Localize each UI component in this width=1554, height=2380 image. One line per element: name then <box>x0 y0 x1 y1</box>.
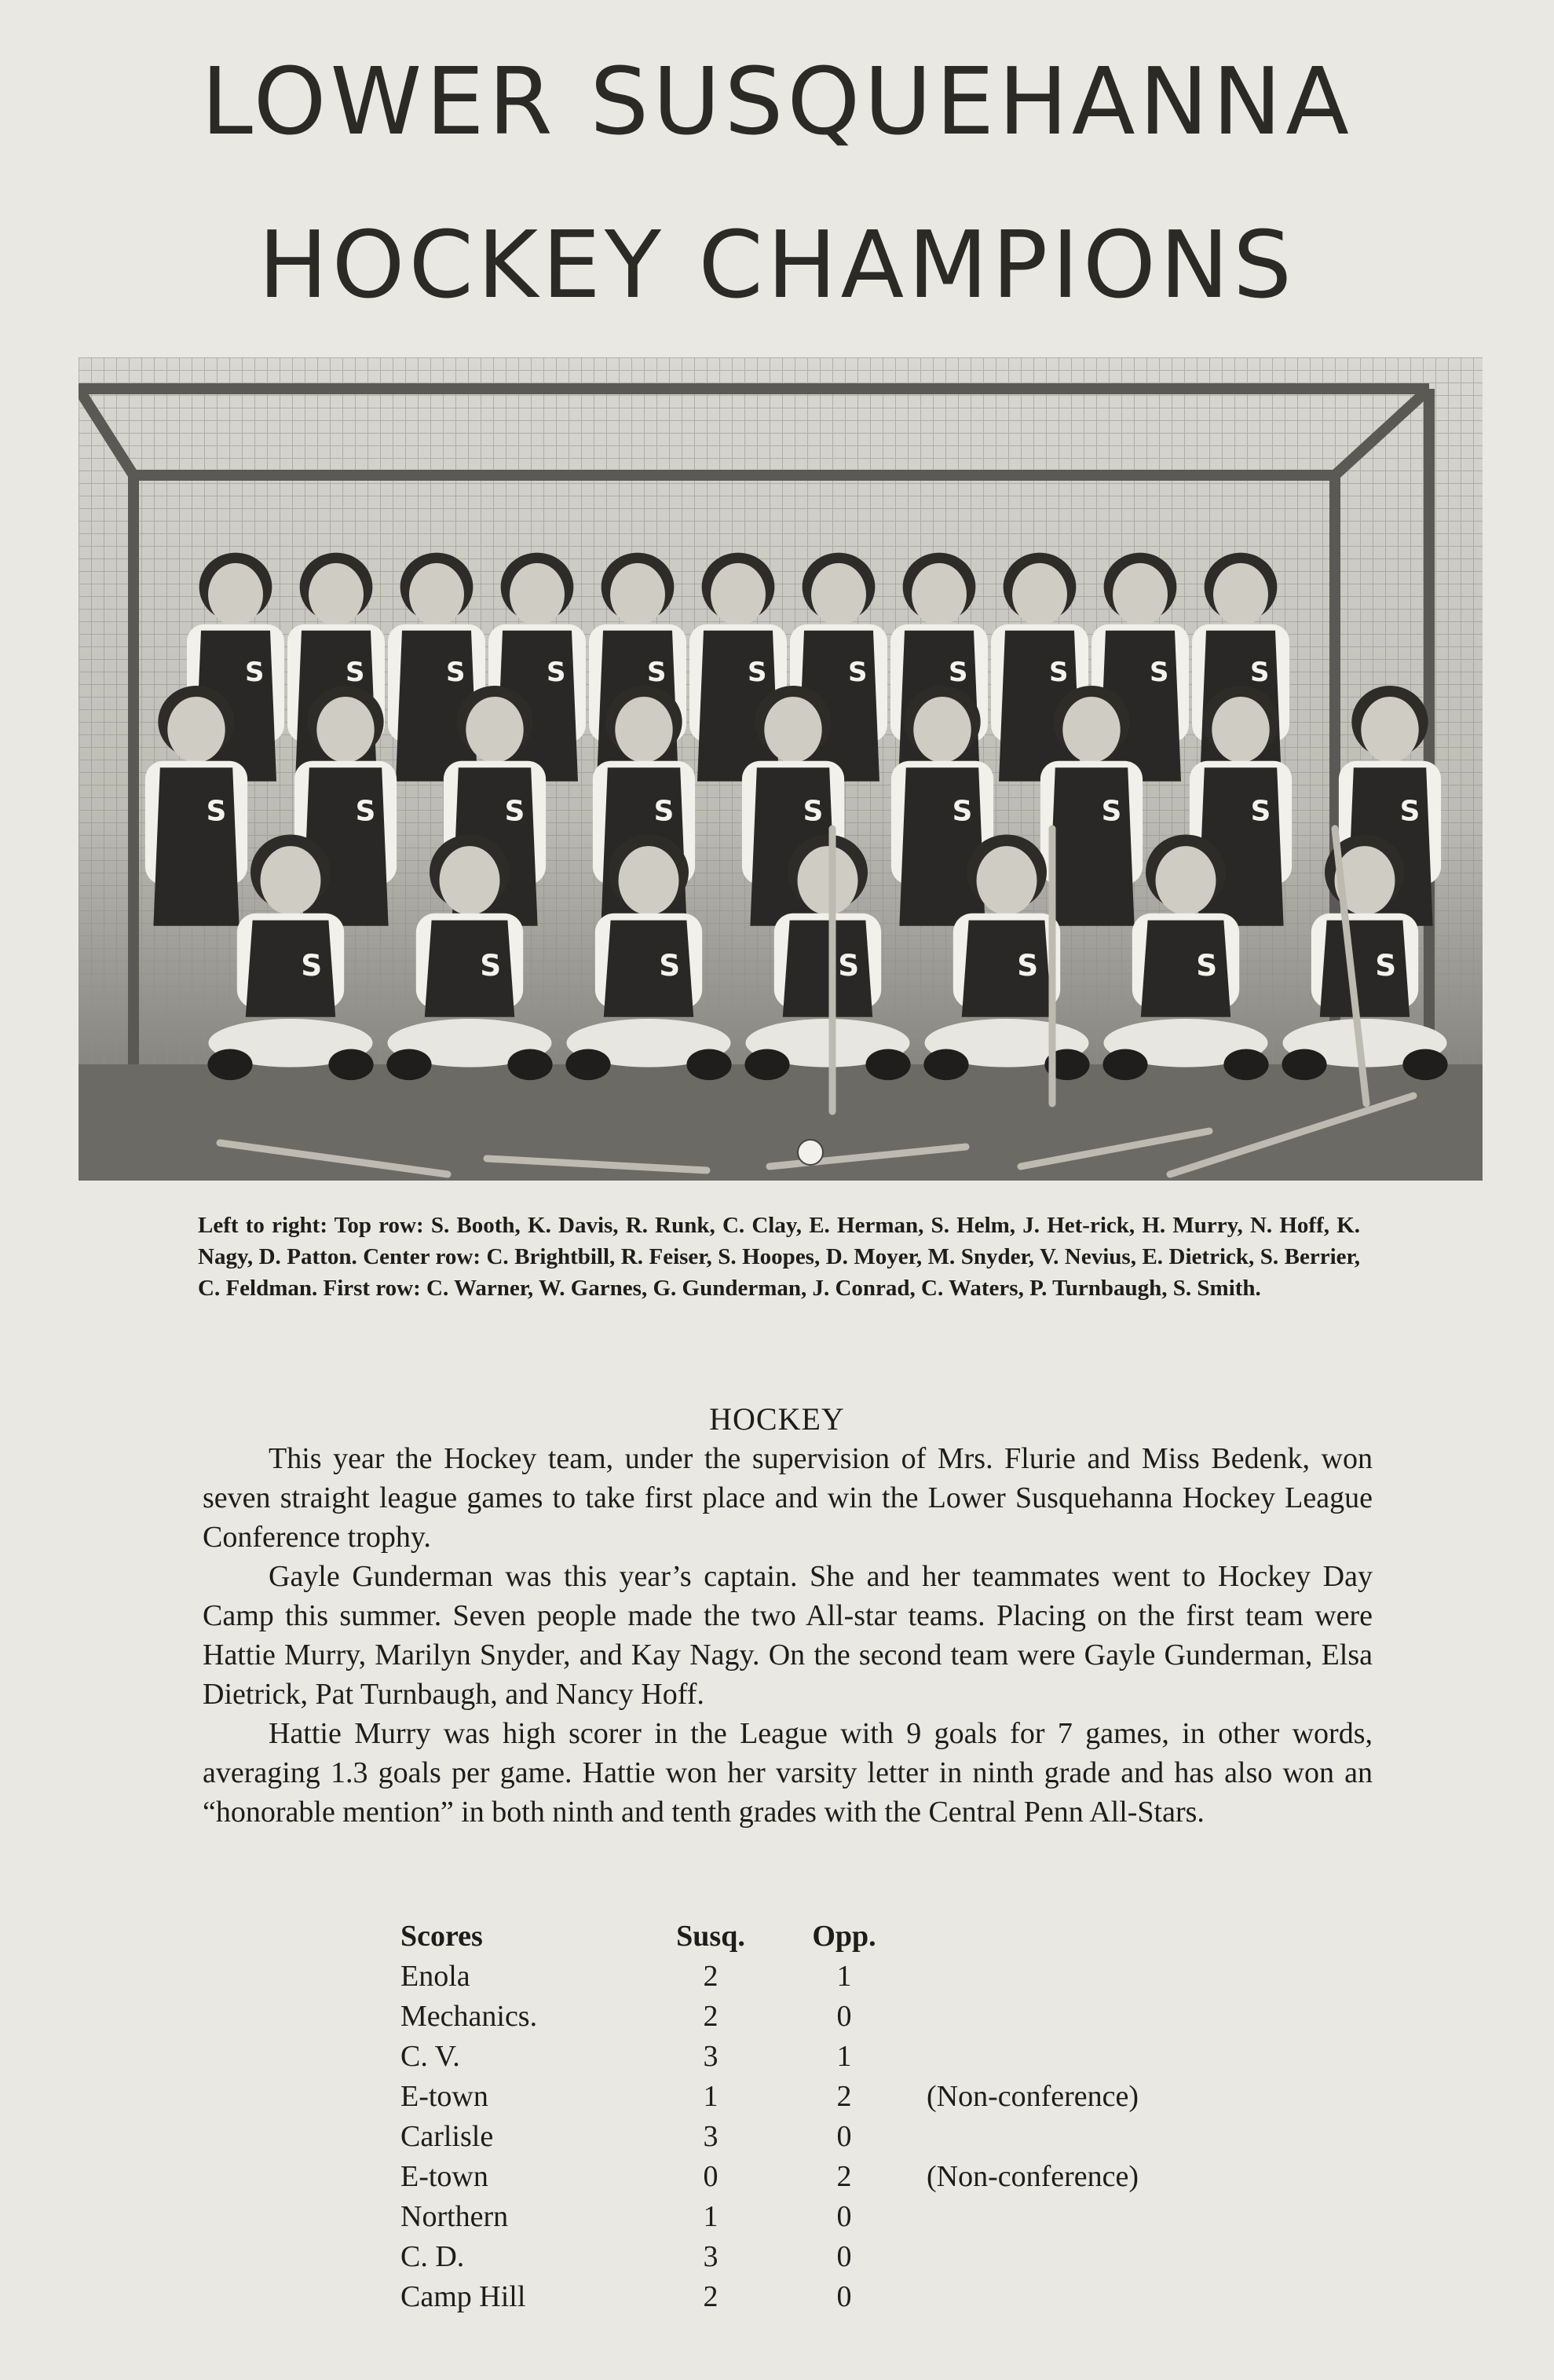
game-note <box>903 2277 1241 2317</box>
game-note <box>903 1957 1241 1997</box>
opp-score: 0 <box>836 2240 852 2273</box>
game-note <box>903 2037 1241 2077</box>
opponent-name: Carlisle <box>400 2120 494 2153</box>
opp-score: 0 <box>836 2200 852 2233</box>
hockey-ball <box>798 1140 823 1165</box>
article-paragraph: This year the Hockey team, under the supervision of Mrs. Flurie and Miss Bedenk, won seven straight league games to take first place and win the Lower Susquehanna Hockey League Conference trophy. <box>203 1442 1373 1554</box>
team-photo-illustration <box>79 357 1483 1181</box>
svg-text:S: S <box>1250 795 1271 828</box>
opponent-name: E-town <box>400 2080 488 2113</box>
article-body <box>203 1439 1373 1832</box>
scores-rows <box>400 1957 1264 2317</box>
svg-text:S: S <box>1375 947 1397 983</box>
svg-text:S: S <box>355 795 376 828</box>
table-row <box>400 2197 1264 2237</box>
svg-text:S: S <box>206 795 227 828</box>
svg-text:S: S <box>949 656 968 688</box>
opponent-name: E-town <box>400 2160 488 2193</box>
opp-score: 0 <box>836 2280 852 2313</box>
header-susq: Susq. <box>676 1920 745 1953</box>
svg-text:S: S <box>803 795 824 828</box>
article-heading: HOCKEY <box>709 1401 845 1437</box>
svg-text:S: S <box>1399 795 1421 828</box>
article-paragraph: Hattie Murry was high scorer in the League with 9 goals for 7 games, in other words, averaging 1.3 goals per game. Hattie won her varsity letter in ninth grade and has also won an “honorable mention” in both ninth and tenth grades with the Central Penn All-Stars. <box>203 1717 1373 1829</box>
susq-score: 0 <box>703 2160 718 2193</box>
opponent-name: C. V. <box>400 2040 460 2073</box>
game-note <box>903 1997 1241 2037</box>
susq-score: 1 <box>703 2200 718 2233</box>
table-row <box>400 2077 1264 2117</box>
game-note <box>903 2237 1241 2277</box>
svg-text:S: S <box>1049 656 1069 688</box>
susq-score: 3 <box>703 2040 718 2073</box>
svg-text:S: S <box>480 947 502 983</box>
opp-score: 1 <box>836 1960 852 1993</box>
opp-score: 0 <box>836 2000 852 2033</box>
opp-score: 0 <box>836 2120 852 2153</box>
svg-text:S: S <box>653 795 675 828</box>
svg-text:S: S <box>848 656 868 688</box>
opponent-name: Camp Hill <box>400 2280 526 2313</box>
svg-text:S: S <box>346 656 365 688</box>
header-note <box>903 1917 1241 1957</box>
svg-text:S: S <box>1101 795 1122 828</box>
svg-text:S: S <box>301 947 323 983</box>
table-row <box>400 2037 1264 2077</box>
game-note: (Non-conference) <box>927 2160 1139 2193</box>
table-row <box>400 2117 1264 2157</box>
svg-text:S: S <box>504 795 525 828</box>
game-note <box>903 2197 1241 2237</box>
table-row <box>400 2157 1264 2197</box>
svg-text:S: S <box>1017 947 1039 983</box>
susq-score: 3 <box>703 2240 718 2273</box>
team-photo <box>79 357 1483 1181</box>
svg-text:S: S <box>1250 656 1270 688</box>
svg-text:S: S <box>245 656 265 688</box>
table-row <box>400 1997 1264 2037</box>
svg-text:S: S <box>647 656 667 688</box>
article-paragraph: Gayle Gunderman was this year’s captain. She and her teammates went to Hockey Day Camp this summer. Seven people made the two All-star teams. Placing on the first team were Hattie Murry, Marilyn Snyder, and Kay Nagy. On the second team were Gayle Gunderman, Elsa Dietrick, Pat Turnbaugh, and Nancy Hoff. <box>203 1560 1373 1711</box>
svg-text:S: S <box>547 656 566 688</box>
susq-score: 3 <box>703 2120 718 2153</box>
opponent-name: Northern <box>400 2200 509 2233</box>
svg-text:S: S <box>446 656 466 688</box>
svg-text:S: S <box>1150 656 1169 688</box>
susq-score: 2 <box>703 2280 718 2313</box>
opponent-name: Enola <box>400 1960 470 1993</box>
player <box>145 686 247 926</box>
svg-text:S: S <box>1196 947 1218 983</box>
opp-score: 1 <box>836 2040 852 2073</box>
opp-score: 2 <box>836 2160 852 2193</box>
table-row <box>400 1957 1264 1997</box>
table-row <box>400 2237 1264 2277</box>
svg-text:S: S <box>952 795 973 828</box>
photo-caption: Left to right: Top row: S. Booth, K. Davis, R. Runk, C. Clay, E. Herman, S. Helm, J. Het-rick, H. Murry, N. Hoff, K. Nagy, D. Patton. Center row: C. Brightbill, R. Feiser, S. Hoopes, D. Moyer, M. Snyder, V. Nevius, E. Dietrick, S. Berrier, C. Feldman. First row: C. Warner, W. Garnes, G. Gunderman, J. Conrad, C. Waters, P. Turnbaugh, S. Smith. <box>198 1213 1360 1301</box>
susq-score: 2 <box>703 1960 718 1993</box>
opponent-name: C. D. <box>400 2240 465 2273</box>
table-row <box>400 2277 1264 2317</box>
opp-score: 2 <box>836 2080 852 2113</box>
game-note <box>903 2117 1241 2157</box>
svg-text:S: S <box>659 947 681 983</box>
scores-table <box>400 1917 1264 2317</box>
page-title-line-1: LOWER SUSQUEHANNA <box>201 47 1353 156</box>
game-note: (Non-conference) <box>927 2080 1139 2113</box>
header-scores: Scores <box>400 1920 483 1953</box>
svg-text:S: S <box>748 656 767 688</box>
scores-header-row <box>400 1917 1264 1957</box>
opponent-name: Mechanics. <box>400 2000 538 2033</box>
susq-score: 2 <box>703 2000 718 2033</box>
header-opp: Opp. <box>812 1920 876 1953</box>
page-title-line-2: HOCKEY CHAMPIONS <box>258 211 1296 319</box>
svg-text:S: S <box>838 947 860 983</box>
susq-score: 1 <box>703 2080 718 2113</box>
